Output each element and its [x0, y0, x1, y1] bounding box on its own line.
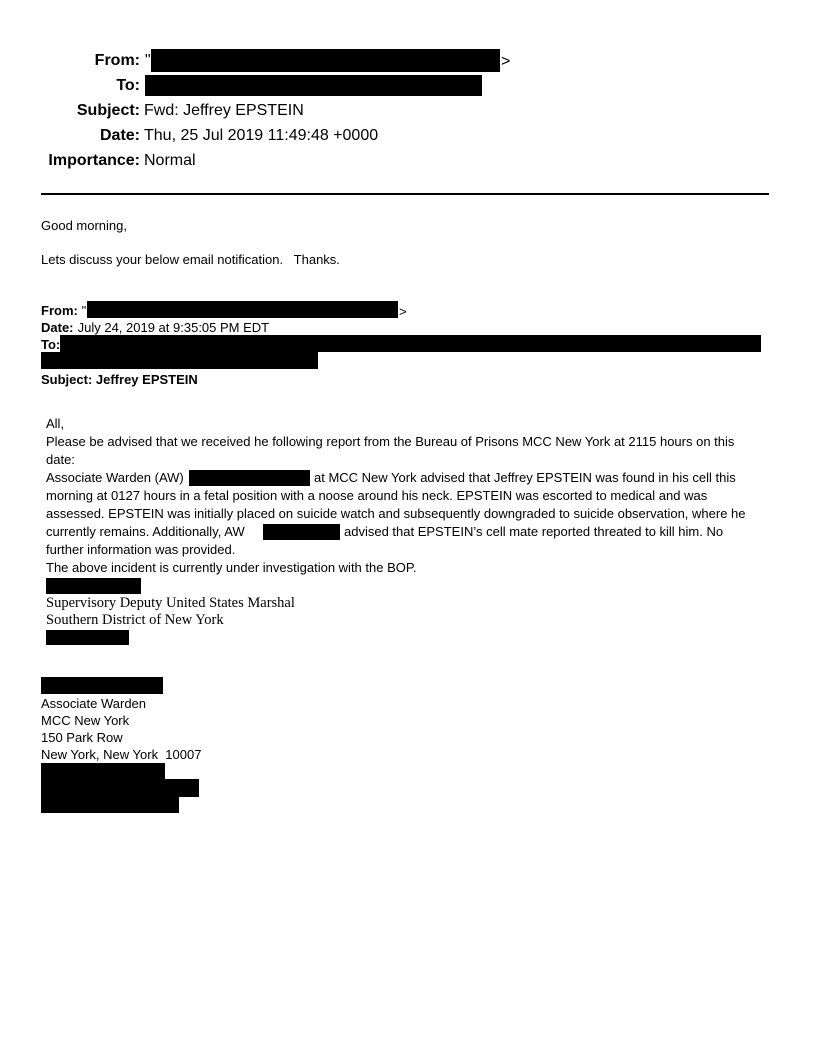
sig-title: Supervisory Deputy United States Marshal	[46, 595, 295, 611]
body-line: Lets discuss your below email notification. Thanks.	[41, 252, 340, 267]
msg-line: advised that EPSTEIN’s cell mate reported threated to kill him. No	[344, 524, 724, 539]
fwd-from-quote: "	[78, 303, 87, 318]
from-quote: "	[145, 52, 151, 69]
fwd-from-label: From:	[41, 303, 78, 318]
msg-line: date:	[46, 452, 75, 467]
importance-label: Importance:	[48, 152, 140, 169]
subject-value: Fwd: Jeffrey EPSTEIN	[144, 102, 304, 119]
greeting: Good morning,	[41, 218, 127, 233]
fwd-to-label: To:	[41, 337, 61, 352]
msg-line: Please be advised that we received he following report from the Bureau of Prisons MCC New York at 2115 hours on this	[46, 434, 735, 449]
importance-value: Normal	[144, 152, 196, 169]
msg-line: The above incident is currently under investigation with the BOP.	[46, 560, 417, 575]
fwd-date-value: July 24, 2019 at 9:35:05 PM EDT	[74, 320, 270, 335]
msg-line: morning at 0127 hours in a fetal position with a noose around his neck. EPSTEIN was escorted to medical and was	[46, 488, 708, 503]
to-label: To:	[116, 77, 140, 94]
sig2-city: New York, New York 10007	[41, 747, 202, 762]
msg-line: further information was provided.	[46, 542, 236, 557]
sig-district: Southern District of New York	[46, 612, 224, 628]
fwd-from-close: >	[399, 304, 407, 319]
date-value: Thu, 25 Jul 2019 11:49:48 +0000	[144, 127, 379, 144]
redaction-fwd-to-1	[60, 335, 761, 352]
header-divider	[41, 193, 769, 195]
redaction-warden-sig-name	[41, 677, 163, 694]
redaction-contact-1	[41, 763, 165, 780]
salutation: All,	[46, 416, 65, 431]
fwd-subject: Subject: Jeffrey EPSTEIN	[41, 372, 198, 387]
redaction-contact-2	[41, 779, 199, 797]
redaction-fwd-to-2	[41, 352, 318, 369]
redaction-contact-3	[41, 796, 179, 813]
redaction-warden-name	[189, 470, 310, 486]
msg-line: currently remains. Additionally, AW	[46, 524, 245, 539]
from-close: >	[501, 53, 511, 70]
from-label: From:	[94, 52, 140, 69]
sig2-org: MCC New York	[41, 713, 130, 728]
sig2-title: Associate Warden	[41, 696, 147, 711]
redaction-sig-phone	[46, 630, 129, 645]
redaction-to	[145, 75, 482, 96]
msg-line: at MCC New York advised that Jeffrey EPSTEIN was found in his cell this	[314, 470, 736, 485]
msg-line: assessed. EPSTEIN was initially placed on suicide watch and subsequently downgraded to suicide observation, where he	[46, 506, 746, 521]
redaction-fwd-from	[87, 301, 398, 318]
redaction-warden-name-2	[263, 524, 340, 540]
sig2-street: 150 Park Row	[41, 730, 123, 745]
fwd-date-label: Date:	[41, 320, 74, 335]
redaction-sig-name	[46, 578, 141, 594]
msg-line: Associate Warden (AW)	[46, 470, 184, 485]
subject-label: Subject:	[76, 102, 140, 119]
date-label: Date:	[99, 127, 140, 144]
redaction-from	[151, 49, 500, 72]
